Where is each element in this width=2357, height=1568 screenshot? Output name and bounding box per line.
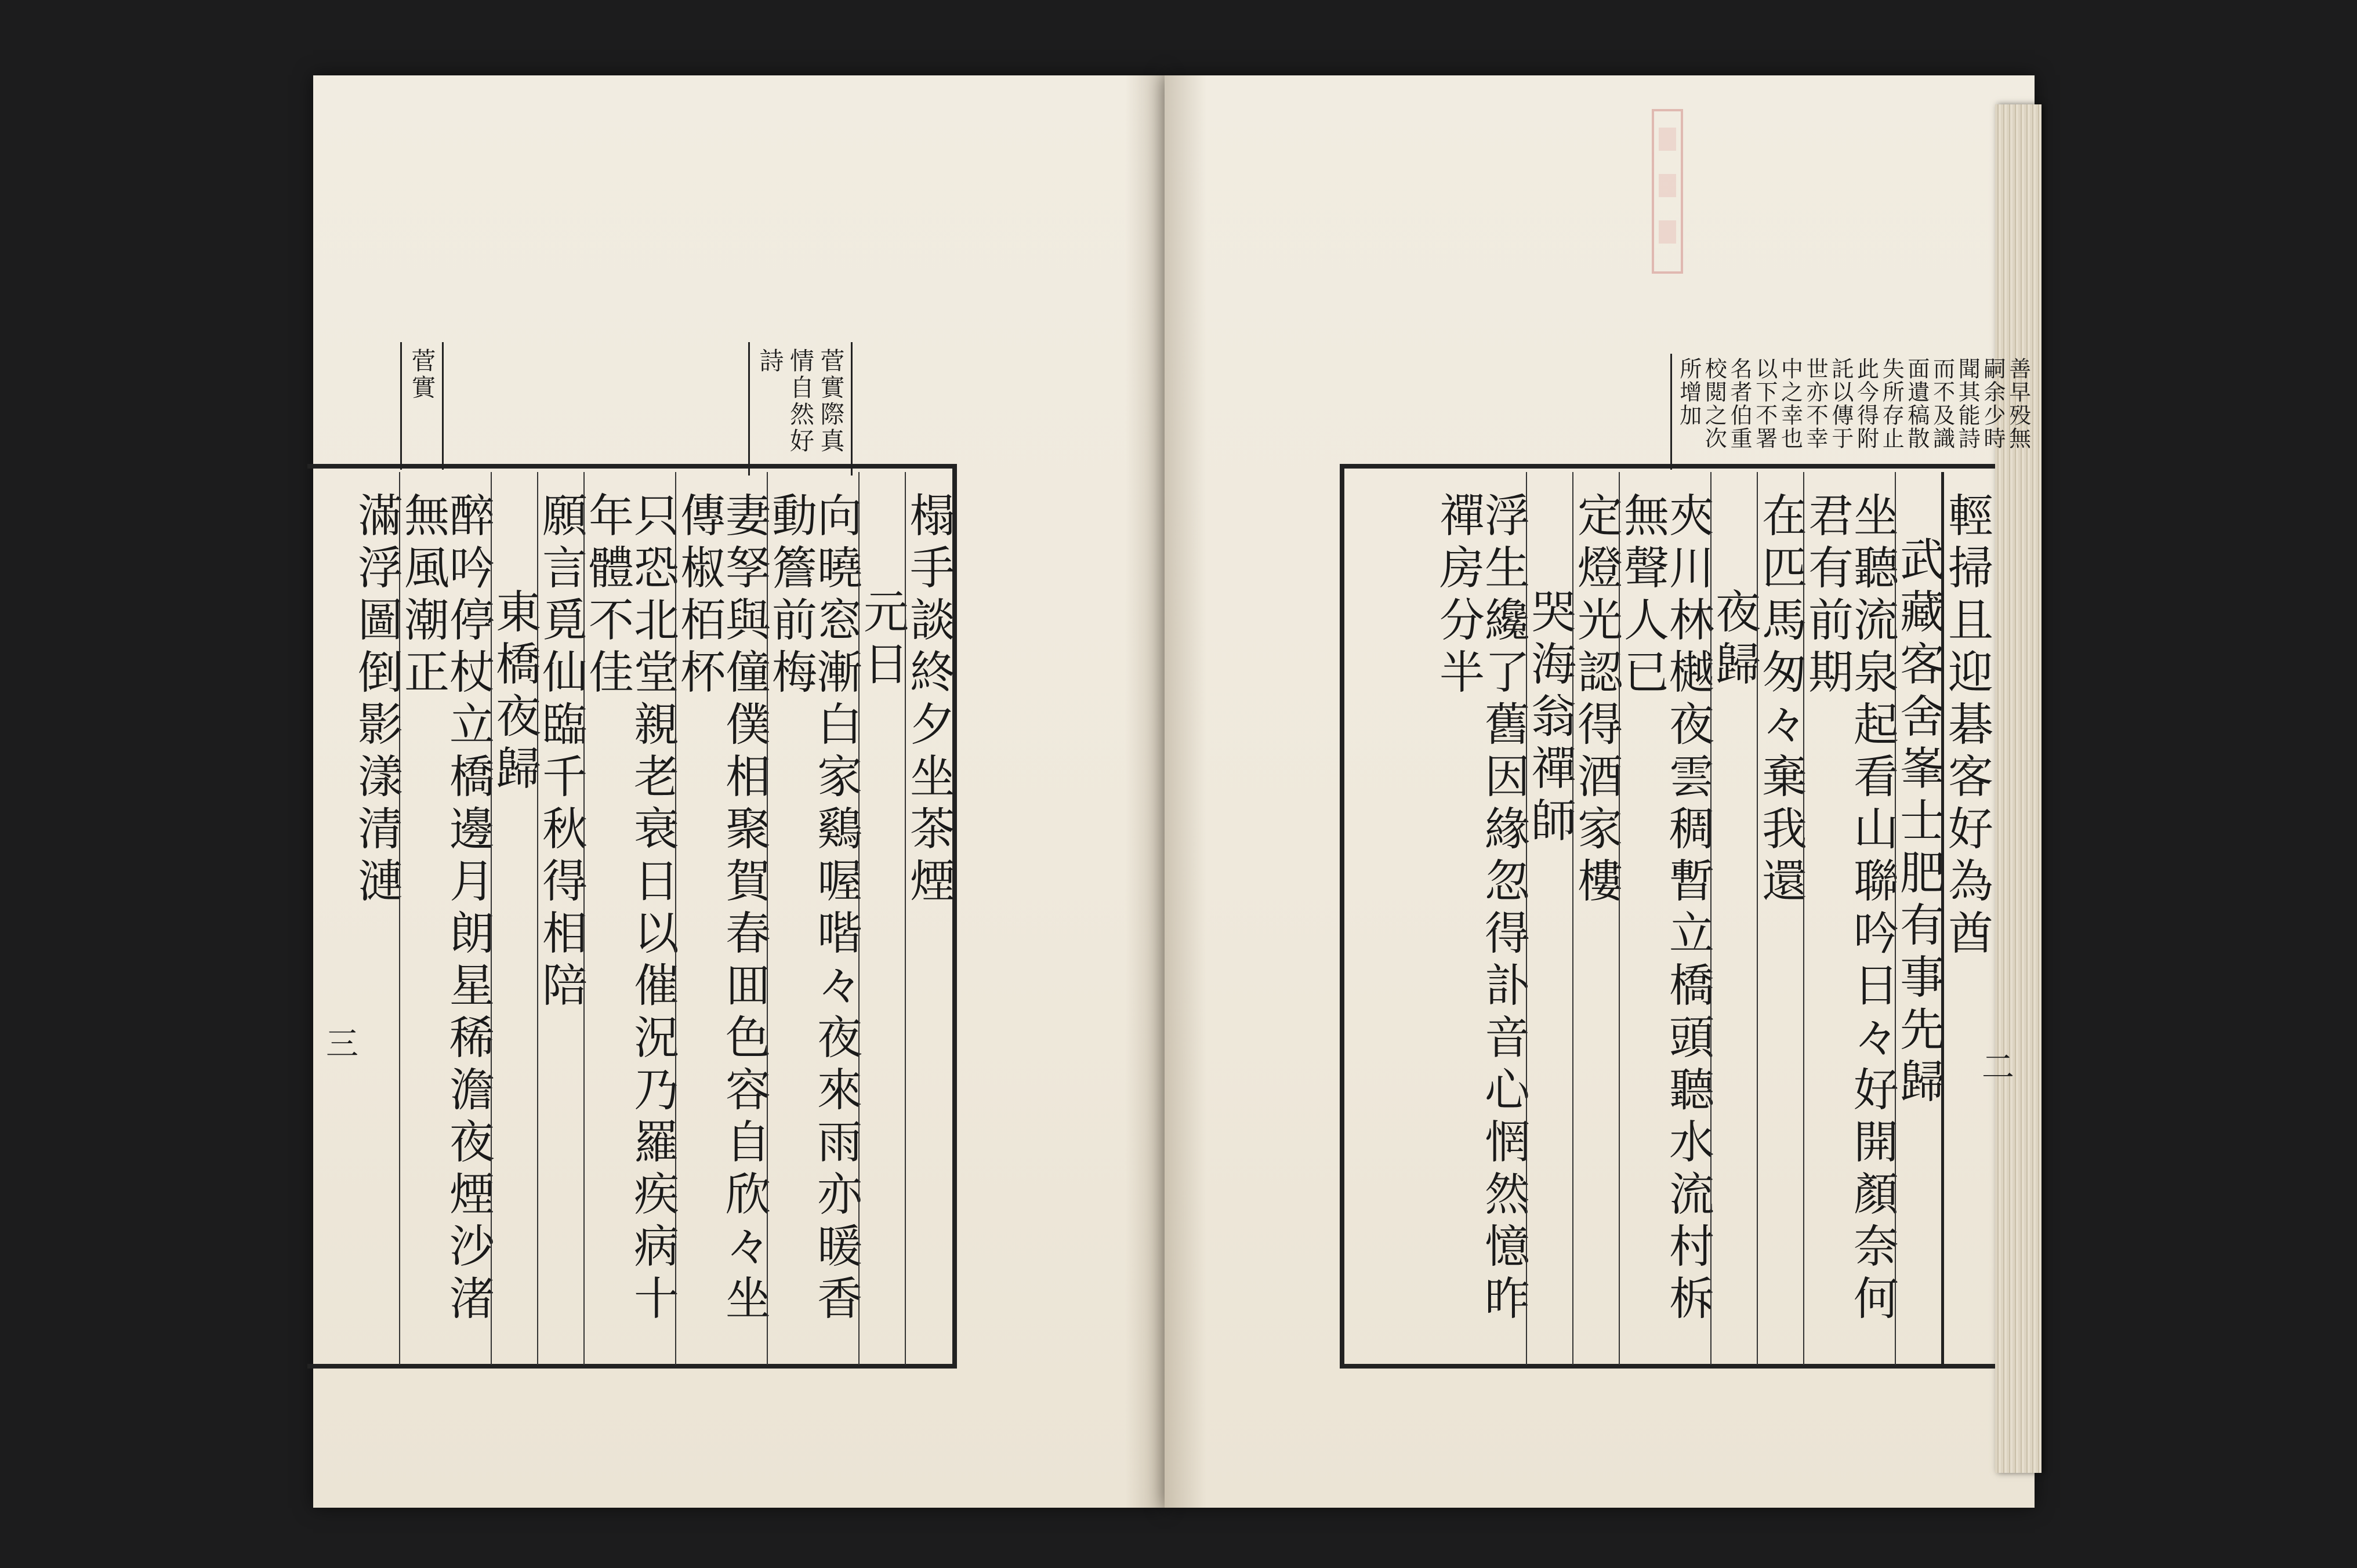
poem-title-column: 哭海翁禪師	[1526, 472, 1572, 1365]
poem-title-column: 夜歸	[1710, 472, 1757, 1365]
text-column: 願言覓仙臨千秋得相陪	[537, 472, 583, 1365]
folio-number-right: 二	[1977, 1050, 2014, 1082]
text-column: 在匹馬匆々棄我還	[1757, 472, 1803, 1365]
text-column: 向曉窓漸白家鷄喔喈々夜來雨亦暖香動簷前梅	[767, 472, 858, 1365]
text-column: 醉吟停杖立橋邊月朗星稀澹夜煙沙渚無風潮正	[399, 472, 491, 1365]
right-text-columns	[1344, 472, 1993, 1365]
text-column: 妻孥與僮僕相聚賀春囬色容自欣々坐傳椒栢杯	[675, 472, 767, 1365]
headnote-left-1: 菅實	[400, 342, 444, 470]
poem-title-column: 東橋夜歸	[491, 472, 537, 1365]
text-column: 輕掃且迎碁客好為酋	[1941, 472, 1989, 1365]
text-column: 浮生纔了舊因緣忽得訃音心惘然憶昨禪房分半	[1432, 492, 1529, 1327]
text-column: 夾川林樾夜雲稠暫立橋頭聽水流村柝無聲人已	[1619, 472, 1710, 1365]
text-column: 滿浮圖倒影漾清漣	[350, 492, 402, 909]
text-column: 榻手談終夕坐茶煙	[905, 472, 951, 1365]
text-column: 只恐北堂親老衰日以催況乃羅疾病十年體不佳	[583, 472, 675, 1365]
left-text-columns	[325, 472, 955, 1365]
page-edges	[1995, 104, 2041, 1473]
folio-number-left: 三	[321, 1026, 358, 1059]
text-column: 定燈光認得酒家樓	[1572, 472, 1619, 1365]
headnote-left-2: 菅實際真情自然好詩	[748, 342, 853, 476]
poem-title-column: 武藏客舍峯士肥有事先歸	[1895, 472, 1941, 1365]
poem-title-column: 元日	[858, 472, 905, 1365]
headnote-right: 善早殁無嗣余少時聞其能詩而不及識面遺稿散失所存止此今得附託以傳于世亦不幸中之幸也以下不署名者伯重校閲之次所增加	[1670, 354, 2034, 470]
seal-stamp-icon	[1647, 104, 1688, 278]
text-column: 坐聽流泉起看山聯吟日々好開顏奈何君有前期	[1803, 472, 1895, 1365]
